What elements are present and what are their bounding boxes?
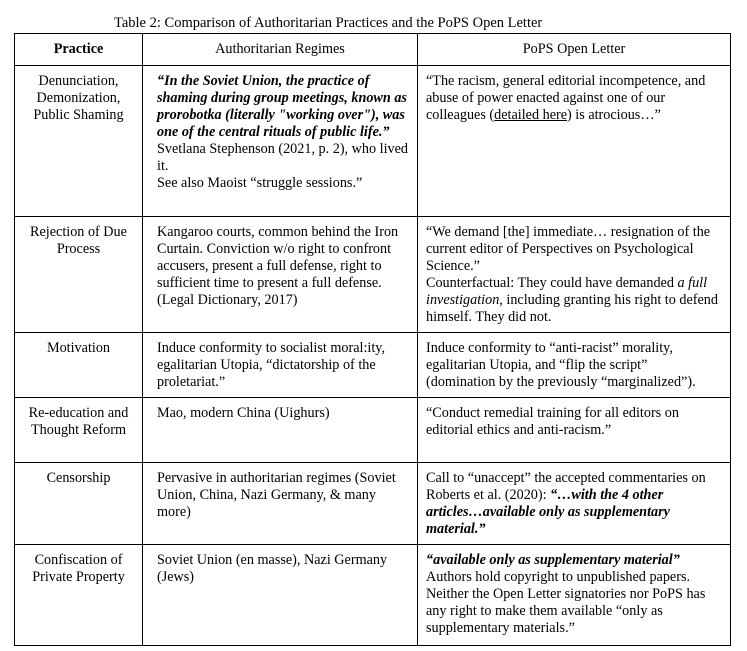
table-row bbox=[15, 217, 731, 333]
letter-text-before: Call to “unaccept” the accepted commentaries on Roberts et al. (2020): bbox=[426, 470, 706, 503]
counterfactual-after: , including granting his right to defend himself. They did not. bbox=[426, 292, 718, 325]
table-row bbox=[15, 66, 731, 217]
letter-cell: “Conduct remedial training for all editors on editorial ethics and anti-racism.” bbox=[418, 398, 731, 463]
table-header-row bbox=[15, 34, 731, 66]
letter-quote: “…with the 4 other articles…available only as supplementary material.” bbox=[426, 487, 670, 537]
header-authoritarian-regimes: Authoritarian Regimes bbox=[143, 34, 418, 66]
letter-text-after: ) is atrocious…” bbox=[567, 107, 661, 123]
letter-cell bbox=[418, 545, 731, 646]
practice-cell: Rejection of Due Process bbox=[15, 217, 143, 333]
regime-extra: See also Maoist “struggle sessions.” bbox=[157, 175, 363, 191]
regime-cell bbox=[143, 66, 418, 217]
header-pops-open-letter: PoPS Open Letter bbox=[418, 34, 731, 66]
regime-cell: Mao, modern China (Uighurs) bbox=[143, 398, 418, 463]
table-row bbox=[15, 333, 731, 398]
letter-text: Authors hold copyright to unpublished papers. Neither the Open Letter signatories nor PoPS has any right to make them available “only as supplementary materials.” bbox=[426, 569, 706, 636]
practice-cell: Re-education and Thought Reform bbox=[15, 398, 143, 463]
practice-cell: Confiscation of Private Property bbox=[15, 545, 143, 646]
letter-text-before: “The racism, general editorial incompetence, and abuse of power enacted against one of our colleagues ( bbox=[426, 73, 706, 123]
regime-source: Svetlana Stephenson (2021, p. 2), who lived it. bbox=[157, 141, 409, 174]
counterfactual-italic: a full investigation bbox=[426, 275, 708, 308]
practice-cell: Censorship bbox=[15, 463, 143, 545]
letter-counterfactual bbox=[426, 275, 720, 326]
table-row bbox=[15, 545, 731, 646]
letter-cell bbox=[418, 217, 731, 333]
table-row bbox=[15, 463, 731, 545]
letter-cell bbox=[418, 463, 731, 545]
regime-quote: “In the Soviet Union, the practice of shaming during group meetings, known as prorobotka (literally "working over"), was one of the central rituals of public life.” bbox=[157, 73, 407, 140]
regime-cell: Induce conformity to socialist moral:ity, egalitarian Utopia, “dictatorship of the proletariat.” bbox=[143, 333, 418, 398]
table-row bbox=[15, 398, 731, 463]
counterfactual-before: Counterfactual: They could have demanded bbox=[426, 275, 678, 291]
regime-cell: Soviet Union (en masse), Nazi Germany (Jews) bbox=[143, 545, 418, 646]
comparison-table bbox=[14, 33, 731, 646]
header-practice: Practice bbox=[15, 34, 143, 66]
practice-cell: Motivation bbox=[15, 333, 143, 398]
table-caption: Table 2: Comparison of Authoritarian Practices and the PoPS Open Letter bbox=[114, 15, 543, 31]
practice-cell: Denunciation, Demonization, Public Shaming bbox=[15, 66, 143, 217]
regime-cell: Kangaroo courts, common behind the Iron Curtain. Conviction w/o right to confront accusers, present a full defense, right to sufficient time to present a full defense. (Legal Dictionary, 2017) bbox=[143, 217, 418, 333]
letter-quote: “We demand [the] immediate… resignation of the current editor of Perspectives on Psychological Science.” bbox=[426, 224, 711, 274]
letter-quote: “available only as supplementary material” bbox=[426, 552, 680, 568]
letter-cell bbox=[418, 66, 731, 217]
regime-cell: Pervasive in authoritarian regimes (Soviet Union, China, Nazi Germany, & many more) bbox=[143, 463, 418, 545]
detailed-here-link[interactable]: detailed here bbox=[494, 107, 568, 123]
letter-cell: Induce conformity to “anti-racist” morality, egalitarian Utopia, and “flip the script” (domination by the previously “marginalized”). bbox=[418, 333, 731, 398]
